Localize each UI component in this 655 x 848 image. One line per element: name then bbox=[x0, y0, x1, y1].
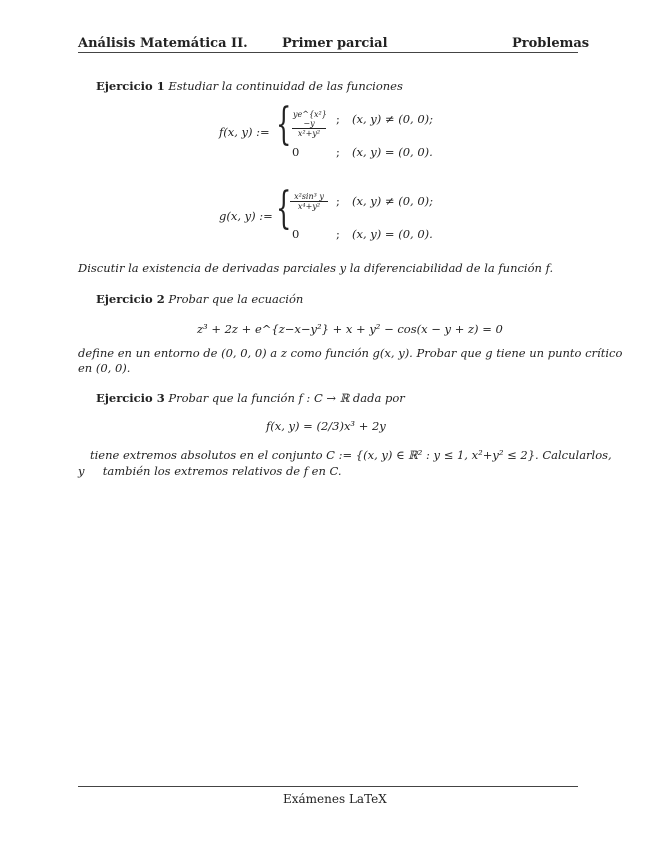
g-case2-condition: (x, y) = (0, 0). bbox=[352, 227, 433, 241]
f-fraction bbox=[292, 110, 326, 138]
exercise-2-equation: z³ + 2z + e^{z−x−y²} + x + y² − cos(x − y + z) = 0 bbox=[197, 322, 503, 336]
exercise-1-label: Ejercicio 1 bbox=[96, 79, 165, 93]
f-case2-separator: ; bbox=[336, 145, 340, 159]
f-case1-condition: (x, y) ≠ (0, 0); bbox=[352, 112, 434, 126]
exercise-3-label: Ejercicio 3 bbox=[96, 391, 165, 405]
header-exam: Primer parcial bbox=[282, 36, 388, 51]
exercise-2-text-line1: define en un entorno de (0, 0, 0) a z como función g(x, y). Probar que g tiene un punto crítico bbox=[78, 346, 623, 360]
exercise-3-equation: f(x, y) = (2/3)x³ + 2y bbox=[266, 419, 386, 433]
g-denominator: x⁴+y² bbox=[297, 202, 321, 211]
exercise-1 bbox=[96, 79, 403, 93]
exercise-1-closing: Discutir la existencia de derivadas parciales y la diferenciabilidad de la función f. bbox=[78, 261, 554, 275]
g-definition-lhs: g(x, y) := bbox=[219, 209, 273, 223]
footer-rule bbox=[78, 786, 578, 787]
f-brace: { bbox=[276, 99, 292, 150]
exercise-3-text-line2: y también los extremos relativos de f en C. bbox=[78, 464, 342, 478]
f-definition-lhs: f(x, y) := bbox=[219, 125, 270, 139]
exercise-3-intro: Probar que la función f : C → ℝ dada por bbox=[168, 391, 405, 405]
exercise-2 bbox=[96, 292, 303, 306]
header-course: Análisis Matemática II. bbox=[78, 36, 248, 51]
exercise-2-label: Ejercicio 2 bbox=[96, 292, 165, 306]
f-numerator: ye^{x²}−y bbox=[293, 110, 327, 128]
g-fraction bbox=[290, 192, 328, 211]
g-brace: { bbox=[276, 183, 292, 234]
g-case2-value: 0 bbox=[292, 227, 300, 241]
exercise-2-intro: Probar que la ecuación bbox=[168, 292, 304, 306]
header-rule bbox=[78, 52, 578, 53]
exercise-3 bbox=[96, 391, 405, 405]
f-case2-condition: (x, y) = (0, 0). bbox=[352, 145, 433, 159]
g-case2-separator: ; bbox=[336, 227, 340, 241]
g-numerator: x²sin³ y bbox=[290, 192, 328, 202]
exercise-2-text-line2: en (0, 0). bbox=[78, 361, 131, 375]
f-case2-value: 0 bbox=[292, 145, 300, 159]
g-case1-separator: ; bbox=[336, 194, 340, 208]
f-denominator: x²+y² bbox=[297, 129, 321, 138]
exercise-1-intro: Estudiar la continuidad de las funciones bbox=[168, 79, 403, 93]
f-case1-separator: ; bbox=[336, 112, 340, 126]
exercise-3-text-line1: tiene extremos absolutos en el conjunto C := {(x, y) ∈ ℝ² : y ≤ 1, x²+y² ≤ 2}. Calcularlos, bbox=[90, 448, 612, 462]
g-case1-condition: (x, y) ≠ (0, 0); bbox=[352, 194, 434, 208]
footer-text: Exámenes LaTeX bbox=[283, 792, 387, 806]
header-section: Problemas bbox=[512, 36, 590, 51]
